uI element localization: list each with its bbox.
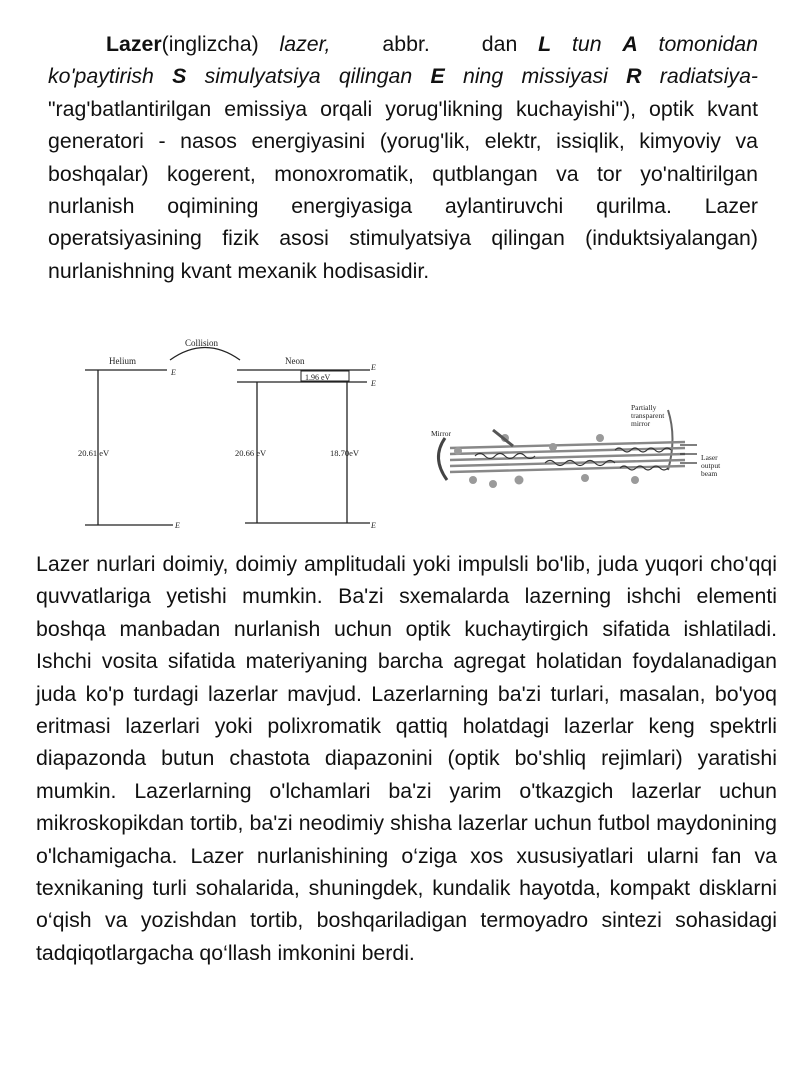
intro-paragraph bbox=[48, 28, 758, 287]
text-run: abbr. bbox=[382, 32, 430, 56]
e0-label: E bbox=[175, 521, 180, 530]
text-run: radiatsiya- bbox=[641, 64, 759, 89]
text-run: dan bbox=[481, 32, 539, 56]
output-label-1: Laser bbox=[701, 453, 718, 462]
term-lazer: Lazer bbox=[106, 32, 162, 56]
mirror-label: Mirror bbox=[431, 429, 451, 438]
text-run: tun bbox=[551, 32, 623, 56]
incoming-photon bbox=[493, 430, 513, 446]
collision-label: Collision bbox=[185, 338, 219, 348]
partial-mirror-label-2: transparent bbox=[631, 411, 665, 420]
laser-figure bbox=[75, 330, 735, 540]
body-paragraph: Lazer nurlari doimiy, doimiy amplitudali yoki impulsli bo'lib, juda yuqori cho'qqi quvvatlariga yetishi mumkin. Ba'zi sxemalarda lazerning ishchi elementi boshqa manbadan nurlanish uchun optik kuchaytirgich sifatida ishlatiladi. Ishchi vosita sifatida materiyaning barcha agregat holatidan foydalanadigan juda ko'p turdagi lazerlar mavjud. Lazerlarning ba'zi turlari, masalan, bo'yoq eritmasi lazerlari yoki polixromatik qattiq holatdagi lazerlar keng spektrli diapazonda butun chastota diapazonini (optik bo'shliq rejimlari) yaratishi mumkin. Lazerlarning o'lchamlari ba'zi yarim o'tkazgich lazerlar uchun mikroskopikdan tortib, ba'zi neodimiy shisha lazerlar uchun futbol maydonining o'lchamigacha. Lazer nurlanishining o‘ziga xos xususiyatlari ularni fan va texnikaning turli sohalarida, shuningdek, kundalik hayotda, kompakt disklarni o‘qish va yozishdan tortib, boshqariladigan termoyadro sintezi sohasidagi tadqiqotlargacha qo‘llash imkonini berdi. bbox=[36, 552, 777, 965]
neon-level-label: 20.66 eV bbox=[235, 448, 267, 458]
helium-level-label: 20.61 eV bbox=[78, 448, 110, 458]
partial-mirror-label-1: Partially bbox=[631, 403, 657, 412]
acronym-letter-e: E bbox=[430, 64, 445, 89]
e2-label: E bbox=[371, 379, 376, 388]
neon-lower-label: 18.70eV bbox=[330, 448, 360, 458]
text-run: tomonidan ko'paytirish bbox=[48, 32, 758, 89]
e2-ground-label: E bbox=[371, 521, 376, 530]
partial-mirror-label-3: mirror bbox=[631, 419, 651, 428]
acronym-letter-s: S bbox=[172, 64, 187, 89]
e3-label: E bbox=[371, 363, 376, 372]
beam-bundle bbox=[450, 442, 685, 472]
helium-label: Helium bbox=[109, 356, 136, 366]
laser-figure-svg bbox=[75, 330, 735, 540]
gap-label: 1.96 eV bbox=[305, 373, 331, 382]
e1-label: E bbox=[171, 368, 176, 377]
text-run: simulyatsiya qilingan bbox=[186, 64, 431, 89]
back-mirror bbox=[438, 438, 447, 480]
text-run: lazer, bbox=[279, 32, 331, 56]
text-run: ning missiyasi bbox=[444, 64, 627, 89]
collision-arc bbox=[170, 348, 240, 361]
output-label-3: beam bbox=[701, 469, 718, 478]
output-label-2: output bbox=[701, 461, 721, 470]
text-run: (inglizcha) bbox=[161, 32, 280, 56]
text-run: "rag'batlantirilgan emissiya orqali yorug'likning kuchayishi"), optik kvant generatori - nasos energiyasini (yorug'lik, elektr, issiqlik, kimyoviy va boshqalar) kogerent, monoxromatik, qutblangan va tor yo'naltirilgan nurlanish oqimining energiyasiga aylantiruvchi qurilma. Lazer operatsiyasining fizik asosi stimulyatsiya qilingan (induktsiyalangan) nurlanishning kvant mexanik hodisasidir. bbox=[48, 96, 758, 283]
acronym-letter-r: R bbox=[626, 64, 642, 89]
neon-label: Neon bbox=[285, 356, 305, 366]
laser-cavity-diagram bbox=[438, 410, 697, 488]
acronym-letter-l: L bbox=[538, 32, 552, 56]
acronym-letter-a: A bbox=[622, 32, 638, 56]
